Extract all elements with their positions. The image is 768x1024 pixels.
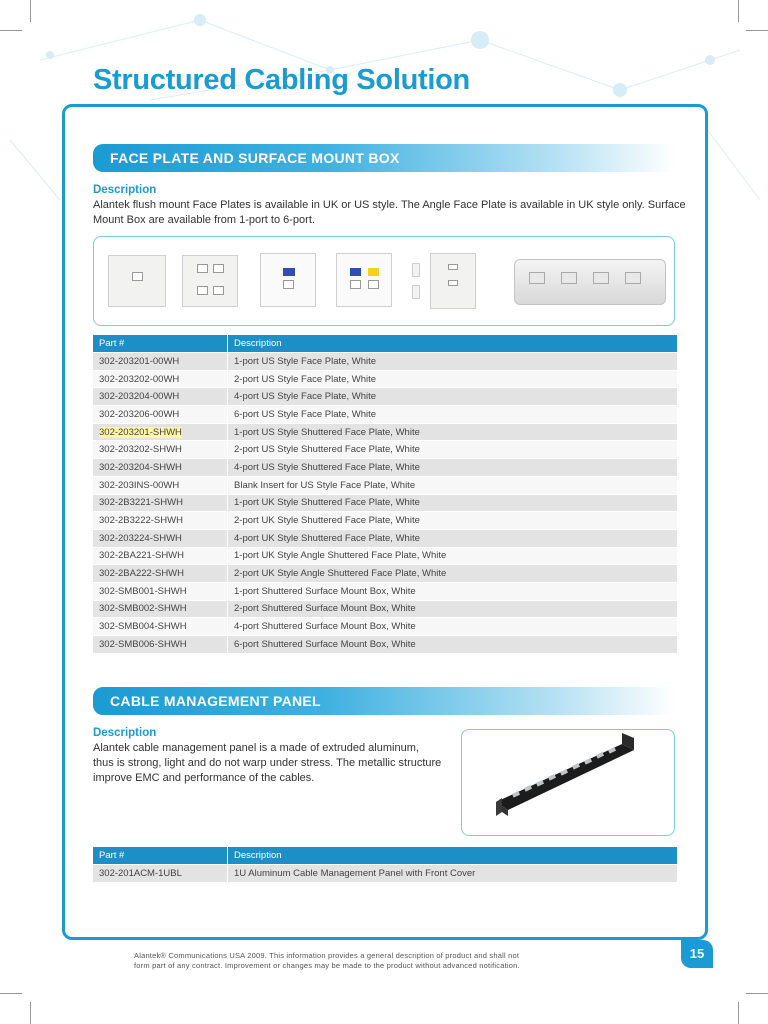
table-row <box>93 547 677 565</box>
part-description: 6-port Shuttered Surface Mount Box, White <box>228 636 678 654</box>
table-row <box>93 582 677 600</box>
description-text <box>93 198 686 228</box>
port-icon <box>197 286 208 295</box>
description-label: Description <box>93 727 157 739</box>
part-description: 1U Aluminum Cable Management Panel with Front Cover <box>228 865 678 883</box>
uk-face-plate-1-port-image <box>260 253 316 307</box>
column-header-part: Part # <box>93 335 228 353</box>
part-number: 302-SMB002-SHWH <box>93 600 228 618</box>
part-description: 2-port US Style Face Plate, White <box>228 370 678 388</box>
table-row <box>93 618 677 636</box>
cable-management-panel-image-frame <box>461 729 675 836</box>
description-line: thus is strong, light and do not warp under stress. The metallic structure <box>93 757 442 769</box>
blue-shutter-icon <box>283 268 295 276</box>
table-row <box>93 865 677 883</box>
part-description: 6-port US Style Face Plate, White <box>228 406 678 424</box>
description-line: Alantek flush mount Face Plates is available in UK or US style. The Angle Face Plate is available in UK style only. Surface <box>93 199 686 211</box>
page-title: Structured Cabling Solution <box>93 64 470 96</box>
part-description: Blank Insert for US Style Face Plate, White <box>228 476 678 494</box>
table-row <box>93 423 677 441</box>
table-row <box>93 600 677 618</box>
page-number: 15 <box>681 940 713 968</box>
face-plate-parts-table <box>93 335 677 654</box>
cable-management-panel-image <box>462 730 674 835</box>
description-line: Alantek cable management panel is a made of extruded aluminum, <box>93 742 419 754</box>
port-icon <box>529 272 545 284</box>
blank-insert-image <box>412 285 420 299</box>
port-icon <box>213 264 224 273</box>
face-plate-4-port-image <box>182 255 238 307</box>
part-description: 4-port US Style Face Plate, White <box>228 388 678 406</box>
table-row <box>93 512 677 530</box>
part-number: 302-2BA221-SHWH <box>93 547 228 565</box>
footer-line: form part of any contract. Improvement or changes may be made to the product without advanced notification. <box>134 961 520 970</box>
table-header-row <box>93 847 677 865</box>
section-heading-face-plate: FACE PLATE AND SURFACE MOUNT BOX <box>93 144 675 172</box>
part-number: 302-SMB001-SHWH <box>93 582 228 600</box>
port-icon <box>561 272 577 284</box>
part-number: 302-203201-00WH <box>93 353 228 371</box>
part-description: 2-port UK Style Angle Shuttered Face Plate, White <box>228 565 678 583</box>
part-description: 2-port UK Style Shuttered Face Plate, White <box>228 512 678 530</box>
description-line: Mount Box are available from 1-port to 6-port. <box>93 214 315 226</box>
table-row <box>93 441 677 459</box>
surface-mount-box-image <box>514 259 666 305</box>
port-icon <box>283 280 294 289</box>
part-description: 1-port UK Style Angle Shuttered Face Plate, White <box>228 547 678 565</box>
description-line: improve EMC and performance of the cables. <box>93 772 315 784</box>
blank-insert-image <box>412 263 420 277</box>
table-row <box>93 529 677 547</box>
us-face-plate-tall-image <box>430 253 476 309</box>
part-description: 1-port US Style Shuttered Face Plate, White <box>228 423 678 441</box>
part-number: 302-SMB004-SHWH <box>93 618 228 636</box>
table-row <box>93 388 677 406</box>
footer-disclaimer <box>134 951 634 971</box>
footer-line: Alantek® Communications USA 2009. This information provides a general description of product and shall not <box>134 951 520 960</box>
description-label: Description <box>93 184 157 196</box>
port-icon <box>593 272 609 284</box>
part-number: 302-2B3222-SHWH <box>93 512 228 530</box>
part-number: 302-203206-00WH <box>93 406 228 424</box>
part-number: 302-203202-SHWH <box>93 441 228 459</box>
port-icon <box>197 264 208 273</box>
part-description: 2-port Shuttered Surface Mount Box, White <box>228 600 678 618</box>
face-plate-1-port-image <box>108 255 166 307</box>
part-number <box>93 423 228 441</box>
part-number: 302-203INS-00WH <box>93 476 228 494</box>
product-image-panel <box>93 236 675 326</box>
table-row <box>93 565 677 583</box>
uk-face-plate-2-port-image <box>336 253 392 307</box>
part-description: 1-port US Style Face Plate, White <box>228 353 678 371</box>
port-icon <box>368 280 379 289</box>
table-header-row <box>93 335 677 353</box>
part-number: 302-201ACM-1UBL <box>93 865 228 883</box>
part-number: 302-203204-00WH <box>93 388 228 406</box>
part-number: 302-203204-SHWH <box>93 459 228 477</box>
column-header-description: Description <box>228 335 678 353</box>
part-description: 4-port Shuttered Surface Mount Box, White <box>228 618 678 636</box>
part-number: 302-203202-00WH <box>93 370 228 388</box>
table-row <box>93 636 677 654</box>
port-icon <box>448 264 458 270</box>
part-number: 302-2BA222-SHWH <box>93 565 228 583</box>
table-row <box>93 353 677 371</box>
blue-shutter-icon <box>350 268 361 276</box>
column-header-part: Part # <box>93 847 228 865</box>
table-row <box>93 370 677 388</box>
port-icon <box>132 272 143 281</box>
table-row <box>93 476 677 494</box>
part-description: 1-port Shuttered Surface Mount Box, White <box>228 582 678 600</box>
part-number: 302-203224-SHWH <box>93 529 228 547</box>
port-icon <box>625 272 641 284</box>
part-description: 4-port UK Style Shuttered Face Plate, White <box>228 529 678 547</box>
part-description: 1-port UK Style Shuttered Face Plate, White <box>228 494 678 512</box>
column-header-description: Description <box>228 847 678 865</box>
port-icon <box>448 280 458 286</box>
table-row <box>93 459 677 477</box>
port-icon <box>213 286 224 295</box>
section-heading-cable-management: CABLE MANAGEMENT PANEL <box>93 687 675 715</box>
table-row <box>93 494 677 512</box>
port-icon <box>350 280 361 289</box>
part-number: 302-SMB006-SHWH <box>93 636 228 654</box>
cable-management-parts-table <box>93 847 677 883</box>
part-description: 4-port US Style Shuttered Face Plate, White <box>228 459 678 477</box>
part-number: 302-2B3221-SHWH <box>93 494 228 512</box>
part-description: 2-port US Style Shuttered Face Plate, White <box>228 441 678 459</box>
table-row <box>93 406 677 424</box>
description-text <box>93 741 445 786</box>
highlighted-part-number: 302-203201-SHWH <box>99 426 182 438</box>
yellow-shutter-icon <box>368 268 379 276</box>
